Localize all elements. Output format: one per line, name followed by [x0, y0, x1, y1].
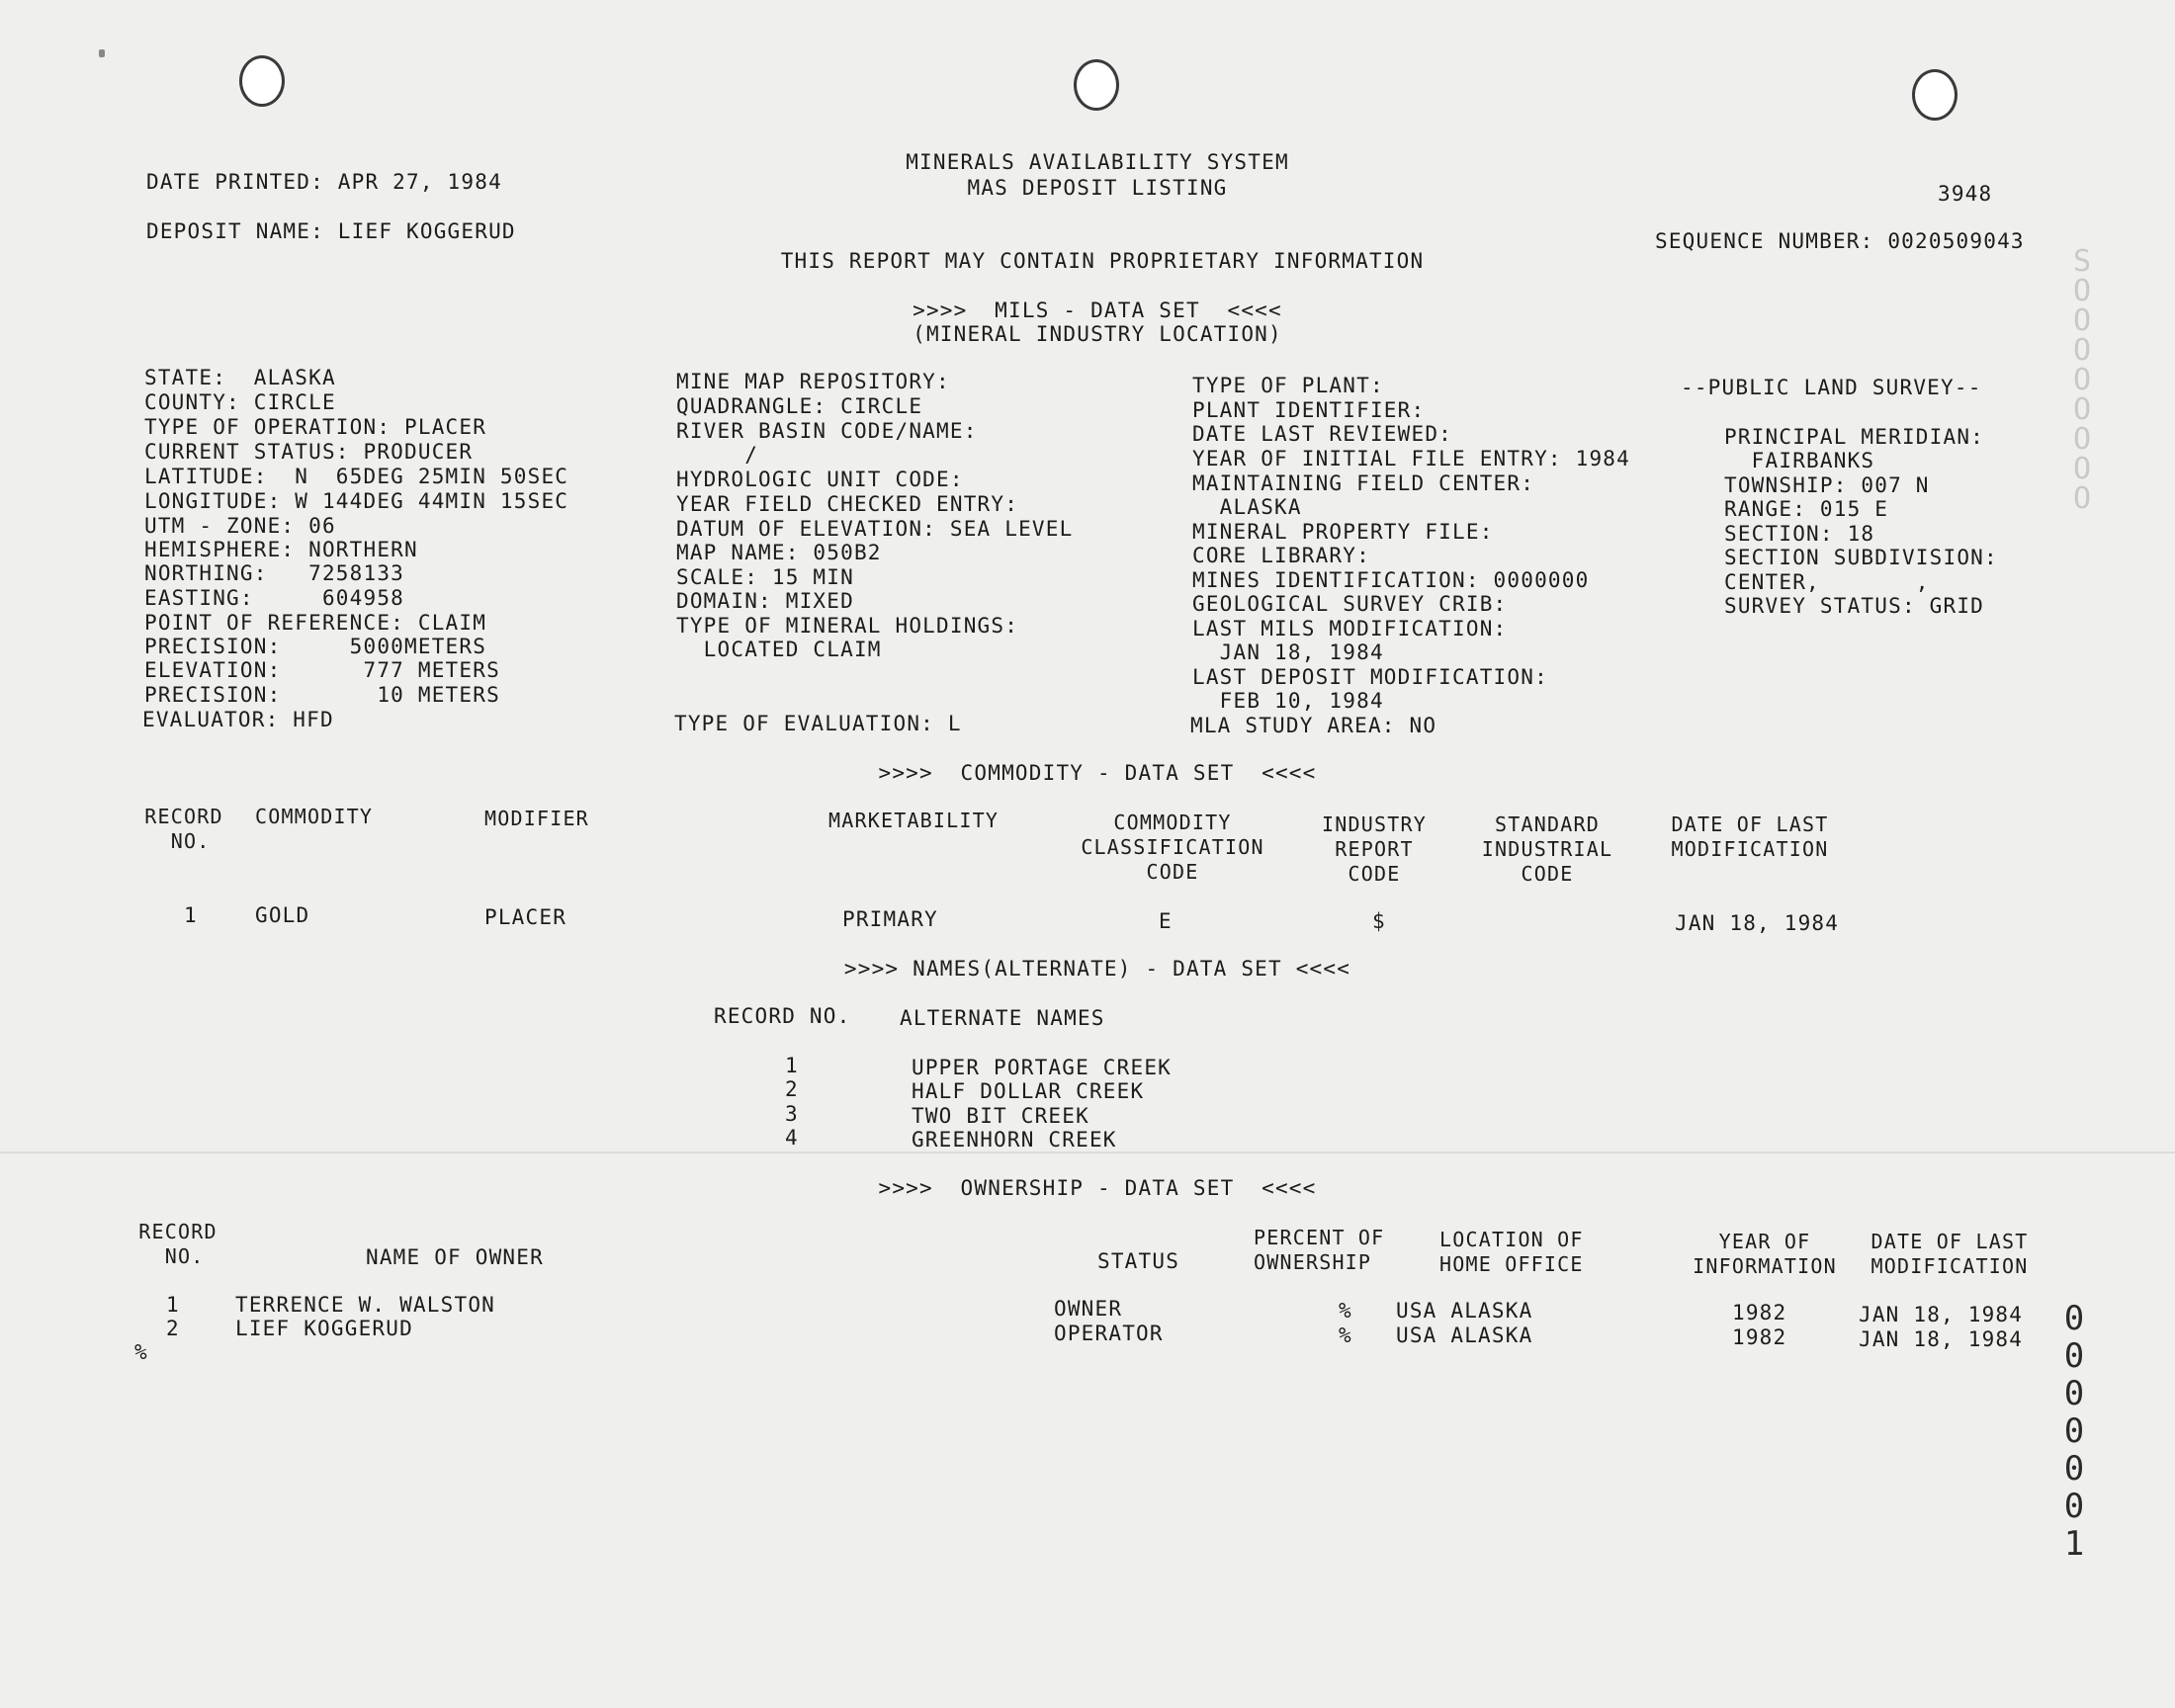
field-hemisphere: HEMISPHERE: NORTHERN — [144, 538, 418, 561]
field-precision-elevation: PRECISION: 10 METERS — [144, 683, 500, 707]
margin-stamp-number — [2044, 1300, 2104, 1563]
field-last-mils-modification-value: JAN 18, 1984 — [1192, 640, 1384, 664]
field-evaluator: EVALUATOR: HFD — [142, 708, 334, 731]
field-survey-status: SURVEY STATUS: GRID — [1724, 594, 1985, 618]
field-section-subdivision: SECTION SUBDIVISION: — [1724, 546, 1998, 569]
ownership-percent: % — [1339, 1324, 1352, 1347]
commodity-header-industry-report: INDUSTRY REPORT CODE — [1322, 812, 1427, 886]
field-domain: DOMAIN: MIXED — [676, 589, 854, 613]
field-utm-zone: UTM - ZONE: 06 — [144, 514, 336, 538]
ownership-owner-name: TERRENCE W. WALSTON — [235, 1293, 496, 1317]
field-plant-identifier: PLANT IDENTIFIER: — [1192, 398, 1426, 422]
field-mines-identification: MINES IDENTIFICATION: 0000000 — [1192, 568, 1590, 592]
field-last-deposit-modification: LAST DEPOSIT MODIFICATION: — [1192, 665, 1548, 689]
field-current-status: CURRENT STATUS: PRODUCER — [144, 440, 474, 464]
field-maintaining-field-center: MAINTAINING FIELD CENTER: — [1192, 471, 1535, 495]
field-quadrangle: QUADRANGLE: CIRCLE — [676, 394, 923, 418]
names-header-alternate-names: ALTERNATE NAMES — [900, 1006, 1105, 1030]
field-mineral-holdings-value: LOCATED CLAIM — [676, 638, 882, 661]
names-row-name: TWO BIT CREEK — [912, 1104, 1089, 1128]
field-type-of-mineral-holdings: TYPE OF MINERAL HOLDINGS: — [676, 614, 1019, 638]
names-row-name: UPPER PORTAGE CREEK — [912, 1056, 1173, 1079]
field-last-deposit-modification-value: FEB 10, 1984 — [1192, 689, 1384, 713]
mils-section-subtitle: (MINERAL INDUSTRY LOCATION) — [913, 322, 1282, 346]
ownership-location: USA ALASKA — [1396, 1324, 1533, 1347]
proprietary-notice: THIS REPORT MAY CONTAIN PROPRIETARY INFORMATION — [780, 249, 1425, 273]
ownership-date-last-mod: JAN 18, 1984 — [1859, 1327, 2024, 1351]
field-mla-study-area: MLA STUDY AREA: NO — [1190, 714, 1437, 737]
field-field-center-value: ALASKA — [1192, 495, 1302, 519]
punch-hole-icon — [1912, 69, 1958, 121]
margin-stamp-digit: 0 — [2063, 1336, 2085, 1376]
names-row-no: 4 — [785, 1126, 799, 1150]
ownership-year: 1982 — [1732, 1301, 1787, 1324]
field-section-subdivision-value: CENTER, , — [1724, 570, 1930, 594]
ownership-header-status: STATUS — [1097, 1249, 1180, 1273]
ownership-header-percent: PERCENT OF OWNERSHIP — [1254, 1226, 1385, 1274]
names-header-record-no: RECORD NO. — [714, 1004, 851, 1028]
names-row-name: HALF DOLLAR CREEK — [912, 1079, 1145, 1103]
margin-stamp-text — [2044, 1300, 2104, 1563]
ownership-header-record-no: RECORD NO. — [138, 1220, 218, 1268]
field-range: RANGE: 015 E — [1724, 497, 1889, 521]
ownership-trailing-mark: % — [134, 1340, 148, 1364]
field-type-of-plant: TYPE OF PLANT: — [1192, 374, 1384, 397]
field-principal-meridian: PRINCIPAL MERIDIAN: — [1724, 425, 1985, 449]
margin-stamp-digit: 0 — [2063, 1374, 2085, 1413]
commodity-section-title: >>>> COMMODITY - DATA SET <<<< — [878, 761, 1317, 785]
field-year-initial-file-entry: YEAR OF INITIAL FILE ENTRY: 1984 — [1192, 447, 1630, 470]
commodity-classification-code: E — [1159, 909, 1173, 933]
margin-stamp-digit: 0 — [2063, 1299, 2085, 1338]
ownership-record-no: 1 — [166, 1293, 180, 1317]
names-row-no: 2 — [785, 1077, 799, 1101]
punch-hole-icon — [239, 55, 285, 107]
margin-stamp-digit: 0 — [2063, 1411, 2085, 1451]
field-mine-map-repository: MINE MAP REPOSITORY: — [676, 370, 950, 393]
field-point-of-reference: POINT OF REFERENCE: CLAIM — [144, 611, 487, 635]
commodity-industry-report-code: $ — [1372, 909, 1386, 933]
margin-stamp-digit: 1 — [2063, 1524, 2085, 1564]
deposit-name: DEPOSIT NAME: LIEF KOGGERUD — [146, 219, 516, 243]
field-section: SECTION: 18 — [1724, 522, 1875, 546]
field-geological-survey-crib: GEOLOGICAL SURVEY CRIB: — [1192, 592, 1508, 616]
field-easting: EASTING: 604958 — [144, 586, 405, 610]
ownership-header-date-last-mod: DATE OF LAST MODIFICATION — [1870, 1230, 2029, 1278]
field-mineral-property-file: MINERAL PROPERTY FILE: — [1192, 520, 1494, 544]
field-year-field-checked: YEAR FIELD CHECKED ENTRY: — [676, 492, 1019, 516]
field-longitude: LONGITUDE: W 144DEG 44MIN 15SEC — [144, 489, 569, 513]
commodity-name: GOLD — [255, 903, 310, 927]
scan-speck — [99, 49, 105, 57]
field-latitude: LATITUDE: N 65DEG 25MIN 50SEC — [144, 465, 569, 488]
commodity-header-classification: COMMODITY CLASSIFICATION CODE — [1081, 811, 1264, 884]
field-county: COUNTY: CIRCLE — [144, 390, 336, 414]
ownership-location: USA ALASKA — [1396, 1299, 1533, 1323]
commodity-header-record-no: RECORD NO. — [144, 805, 223, 853]
commodity-header-marketability: MARKETABILITY — [828, 809, 1000, 832]
field-elevation: ELEVATION: 777 METERS — [144, 658, 500, 682]
mils-section-title: >>>> MILS - DATA SET <<<< — [913, 299, 1282, 322]
system-title: MINERALS AVAILABILITY SYSTEM — [906, 150, 1289, 174]
names-row-no: 3 — [785, 1102, 799, 1126]
commodity-record-no: 1 — [184, 903, 198, 927]
public-land-survey-title: --PUBLIC LAND SURVEY-- — [1681, 376, 1982, 399]
field-state: STATE: ALASKA — [144, 366, 336, 389]
field-hydrologic-unit: HYDROLOGIC UNIT CODE: — [676, 468, 964, 491]
sequence-number: SEQUENCE NUMBER: 0020509043 — [1655, 229, 2025, 253]
punch-hole-icon — [1074, 59, 1119, 111]
field-township: TOWNSHIP: 007 N — [1724, 473, 1930, 497]
names-row-no: 1 — [785, 1054, 799, 1077]
margin-stamp-digit: 0 — [2063, 1449, 2085, 1489]
ownership-date-last-mod: JAN 18, 1984 — [1859, 1303, 2024, 1326]
ownership-owner-name: LIEF KOGGERUD — [235, 1317, 413, 1340]
date-printed: DATE PRINTED: APR 27, 1984 — [146, 170, 502, 194]
commodity-header-modifier: MODIFIER — [484, 807, 589, 830]
ownership-header-name: NAME OF OWNER — [366, 1245, 544, 1269]
commodity-modifier: PLACER — [484, 905, 567, 929]
ownership-year: 1982 — [1732, 1325, 1787, 1349]
field-principal-meridian-value: FAIRBANKS — [1724, 449, 1875, 472]
field-northing: NORTHING: 7258133 — [144, 561, 405, 585]
field-type-of-evaluation: TYPE OF EVALUATION: L — [674, 712, 962, 735]
commodity-header-standard-industrial: STANDARD INDUSTRIAL CODE — [1481, 812, 1613, 886]
field-scale: SCALE: 15 MIN — [676, 565, 854, 589]
ownership-header-year: YEAR OF INFORMATION — [1693, 1230, 1837, 1278]
listing-title: MAS DEPOSIT LISTING — [967, 176, 1228, 200]
commodity-header-date-last-mod: DATE OF LAST MODIFICATION — [1671, 812, 1829, 861]
field-map-name: MAP NAME: 050B2 — [676, 541, 882, 564]
faint-margin-stamp: S O O O O O O O O — [2072, 244, 2092, 516]
field-precision-location: PRECISION: 5000METERS — [144, 635, 487, 658]
page-number: 3948 — [1938, 182, 1993, 206]
names-row-name: GREENHORN CREEK — [912, 1128, 1117, 1152]
commodity-date-last-mod: JAN 18, 1984 — [1675, 911, 1840, 935]
ownership-status: OPERATOR — [1054, 1322, 1164, 1345]
ownership-header-location: LOCATION OF HOME OFFICE — [1439, 1228, 1584, 1276]
field-river-basin-value: / — [676, 443, 759, 467]
ownership-section-title: >>>> OWNERSHIP - DATA SET <<<< — [878, 1176, 1317, 1200]
field-core-library: CORE LIBRARY: — [1192, 544, 1370, 567]
ownership-record-no: 2 — [166, 1317, 180, 1340]
ownership-status: OWNER — [1054, 1297, 1123, 1321]
field-date-last-reviewed: DATE LAST REVIEWED: — [1192, 422, 1453, 446]
field-last-mils-modification: LAST MILS MODIFICATION: — [1192, 617, 1508, 640]
field-type-of-operation: TYPE OF OPERATION: PLACER — [144, 415, 487, 439]
margin-stamp-digit: 0 — [2063, 1487, 2085, 1526]
names-section-title: >>>> NAMES(ALTERNATE) - DATA SET <<<< — [843, 957, 1351, 981]
commodity-marketability: PRIMARY — [842, 907, 938, 931]
field-river-basin: RIVER BASIN CODE/NAME: — [676, 419, 978, 443]
ownership-percent: % — [1339, 1299, 1352, 1323]
commodity-header-commodity: COMMODITY — [255, 805, 374, 828]
field-datum-of-elevation: DATUM OF ELEVATION: SEA LEVEL — [676, 517, 1074, 541]
